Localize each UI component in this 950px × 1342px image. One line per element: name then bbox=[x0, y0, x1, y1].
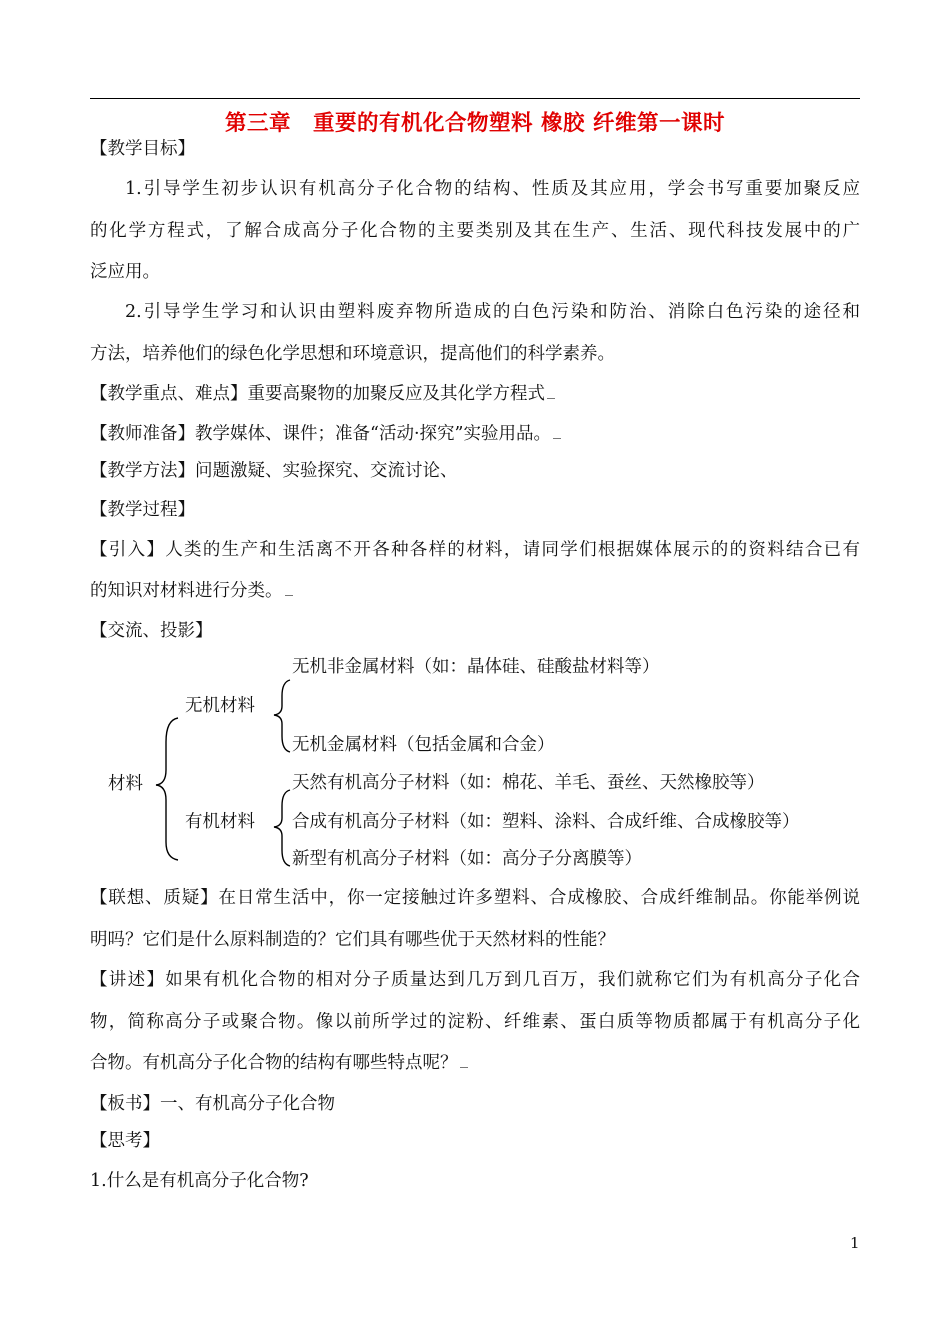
header-rule bbox=[90, 98, 860, 99]
associate-line2: 明吗？它们是什么原料制造的？它们具有哪些优于天然材料的性能？ bbox=[90, 930, 615, 950]
goal2-line1: 2.引导学生学习和认识由塑料废弃物所造成的白色污染和防治、消除白色污染的途径和 bbox=[125, 302, 860, 322]
root-brace bbox=[150, 712, 190, 862]
organic-item-3: 新型有机高分子材料（如：高分子分离膜等） bbox=[292, 849, 642, 869]
intro-line1: 【引入】人类的生产和生活离不开各种各样的材料，请同学们根据媒体展示的的资料结合已有 bbox=[90, 540, 860, 560]
inorganic-item-1: 无机非金属材料（如：晶体硅、硅酸盐材料等） bbox=[292, 657, 660, 677]
intro-line2 bbox=[90, 580, 293, 602]
teaching-method: 【教学方法】问题激疑、实验探究、交流讨论、 bbox=[90, 461, 458, 481]
teaching-process-heading: 【教学过程】 bbox=[90, 500, 195, 520]
paragraph-mark bbox=[553, 432, 561, 439]
paragraph-mark bbox=[547, 392, 555, 399]
narrate-line2: 物，简称高分子或聚合物。像以前所学过的淀粉、纤维素、蛋白质等物质都属于有机高分子化 bbox=[90, 1012, 860, 1032]
associate-line1: 【联想、质疑】在日常生活中，你一定接触过许多塑料、合成橡胶、合成纤维制品。你能举例说 bbox=[90, 888, 860, 908]
page-number: 1 bbox=[850, 1234, 860, 1252]
exchange-heading: 【交流、投影】 bbox=[90, 621, 213, 641]
inorganic-label: 无机材料 bbox=[185, 696, 255, 716]
goal2-line2: 方法，培养他们的绿色化学思想和环境意识，提高他们的科学素养。 bbox=[90, 344, 615, 364]
paragraph-mark bbox=[285, 589, 293, 596]
organic-item-2-text: 合成有机高分子材料（如：塑料、涂料、合成纤维、合成橡胶等） bbox=[292, 812, 800, 832]
goal1-line3: 泛应用。 bbox=[90, 262, 160, 282]
teacher-prep bbox=[90, 423, 561, 445]
intro-line2-text: 的知识对材料进行分类。 bbox=[90, 581, 283, 601]
root-label: 材料 bbox=[108, 774, 143, 794]
key-points-text: 【教学重点、难点】重要高聚物的加聚反应及其化学方程式 bbox=[90, 384, 545, 404]
key-points bbox=[90, 383, 555, 405]
think-heading: 【思考】 bbox=[90, 1131, 160, 1151]
goal1-line1: 1.引导学生初步认识有机高分子化合物的结构、性质及其应用，学会书写重要加聚反应 bbox=[125, 179, 860, 199]
page-title: 第三章 重要的有机化合物塑料 橡胶 纤维第一课时 bbox=[225, 111, 725, 136]
teacher-prep-text: 【教师准备】教学媒体、课件；准备“活动·探究”实验用品。 bbox=[90, 424, 551, 444]
organic-label: 有机材料 bbox=[185, 812, 255, 832]
inorganic-item-2: 无机金属材料（包括金属和合金） bbox=[292, 735, 555, 755]
inorganic-brace bbox=[268, 676, 298, 756]
organic-item-2 bbox=[292, 811, 800, 833]
narrate-line3-text: 合物。有机高分子化合物的结构有哪些特点呢？ bbox=[90, 1053, 458, 1073]
goal1-line2: 的化学方程式，了解合成高分子化合物的主要类别及其在生产、生活、现代科技发展中的广 bbox=[90, 221, 860, 241]
question-1: 1.什么是有机高分子化合物? bbox=[90, 1171, 309, 1191]
board-heading: 【板书】一、有机高分子化合物 bbox=[90, 1094, 335, 1114]
organic-brace bbox=[268, 786, 298, 870]
narrate-line1: 【讲述】如果有机化合物的相对分子质量达到几万到几百万，我们就称它们为有机高分子化合 bbox=[90, 970, 860, 990]
organic-item-1: 天然有机高分子材料（如：棉花、羊毛、蚕丝、天然橡胶等） bbox=[292, 773, 765, 793]
section-goals-heading: 【教学目标】 bbox=[90, 139, 195, 159]
paragraph-mark bbox=[460, 1061, 468, 1068]
narrate-line3 bbox=[90, 1052, 468, 1074]
